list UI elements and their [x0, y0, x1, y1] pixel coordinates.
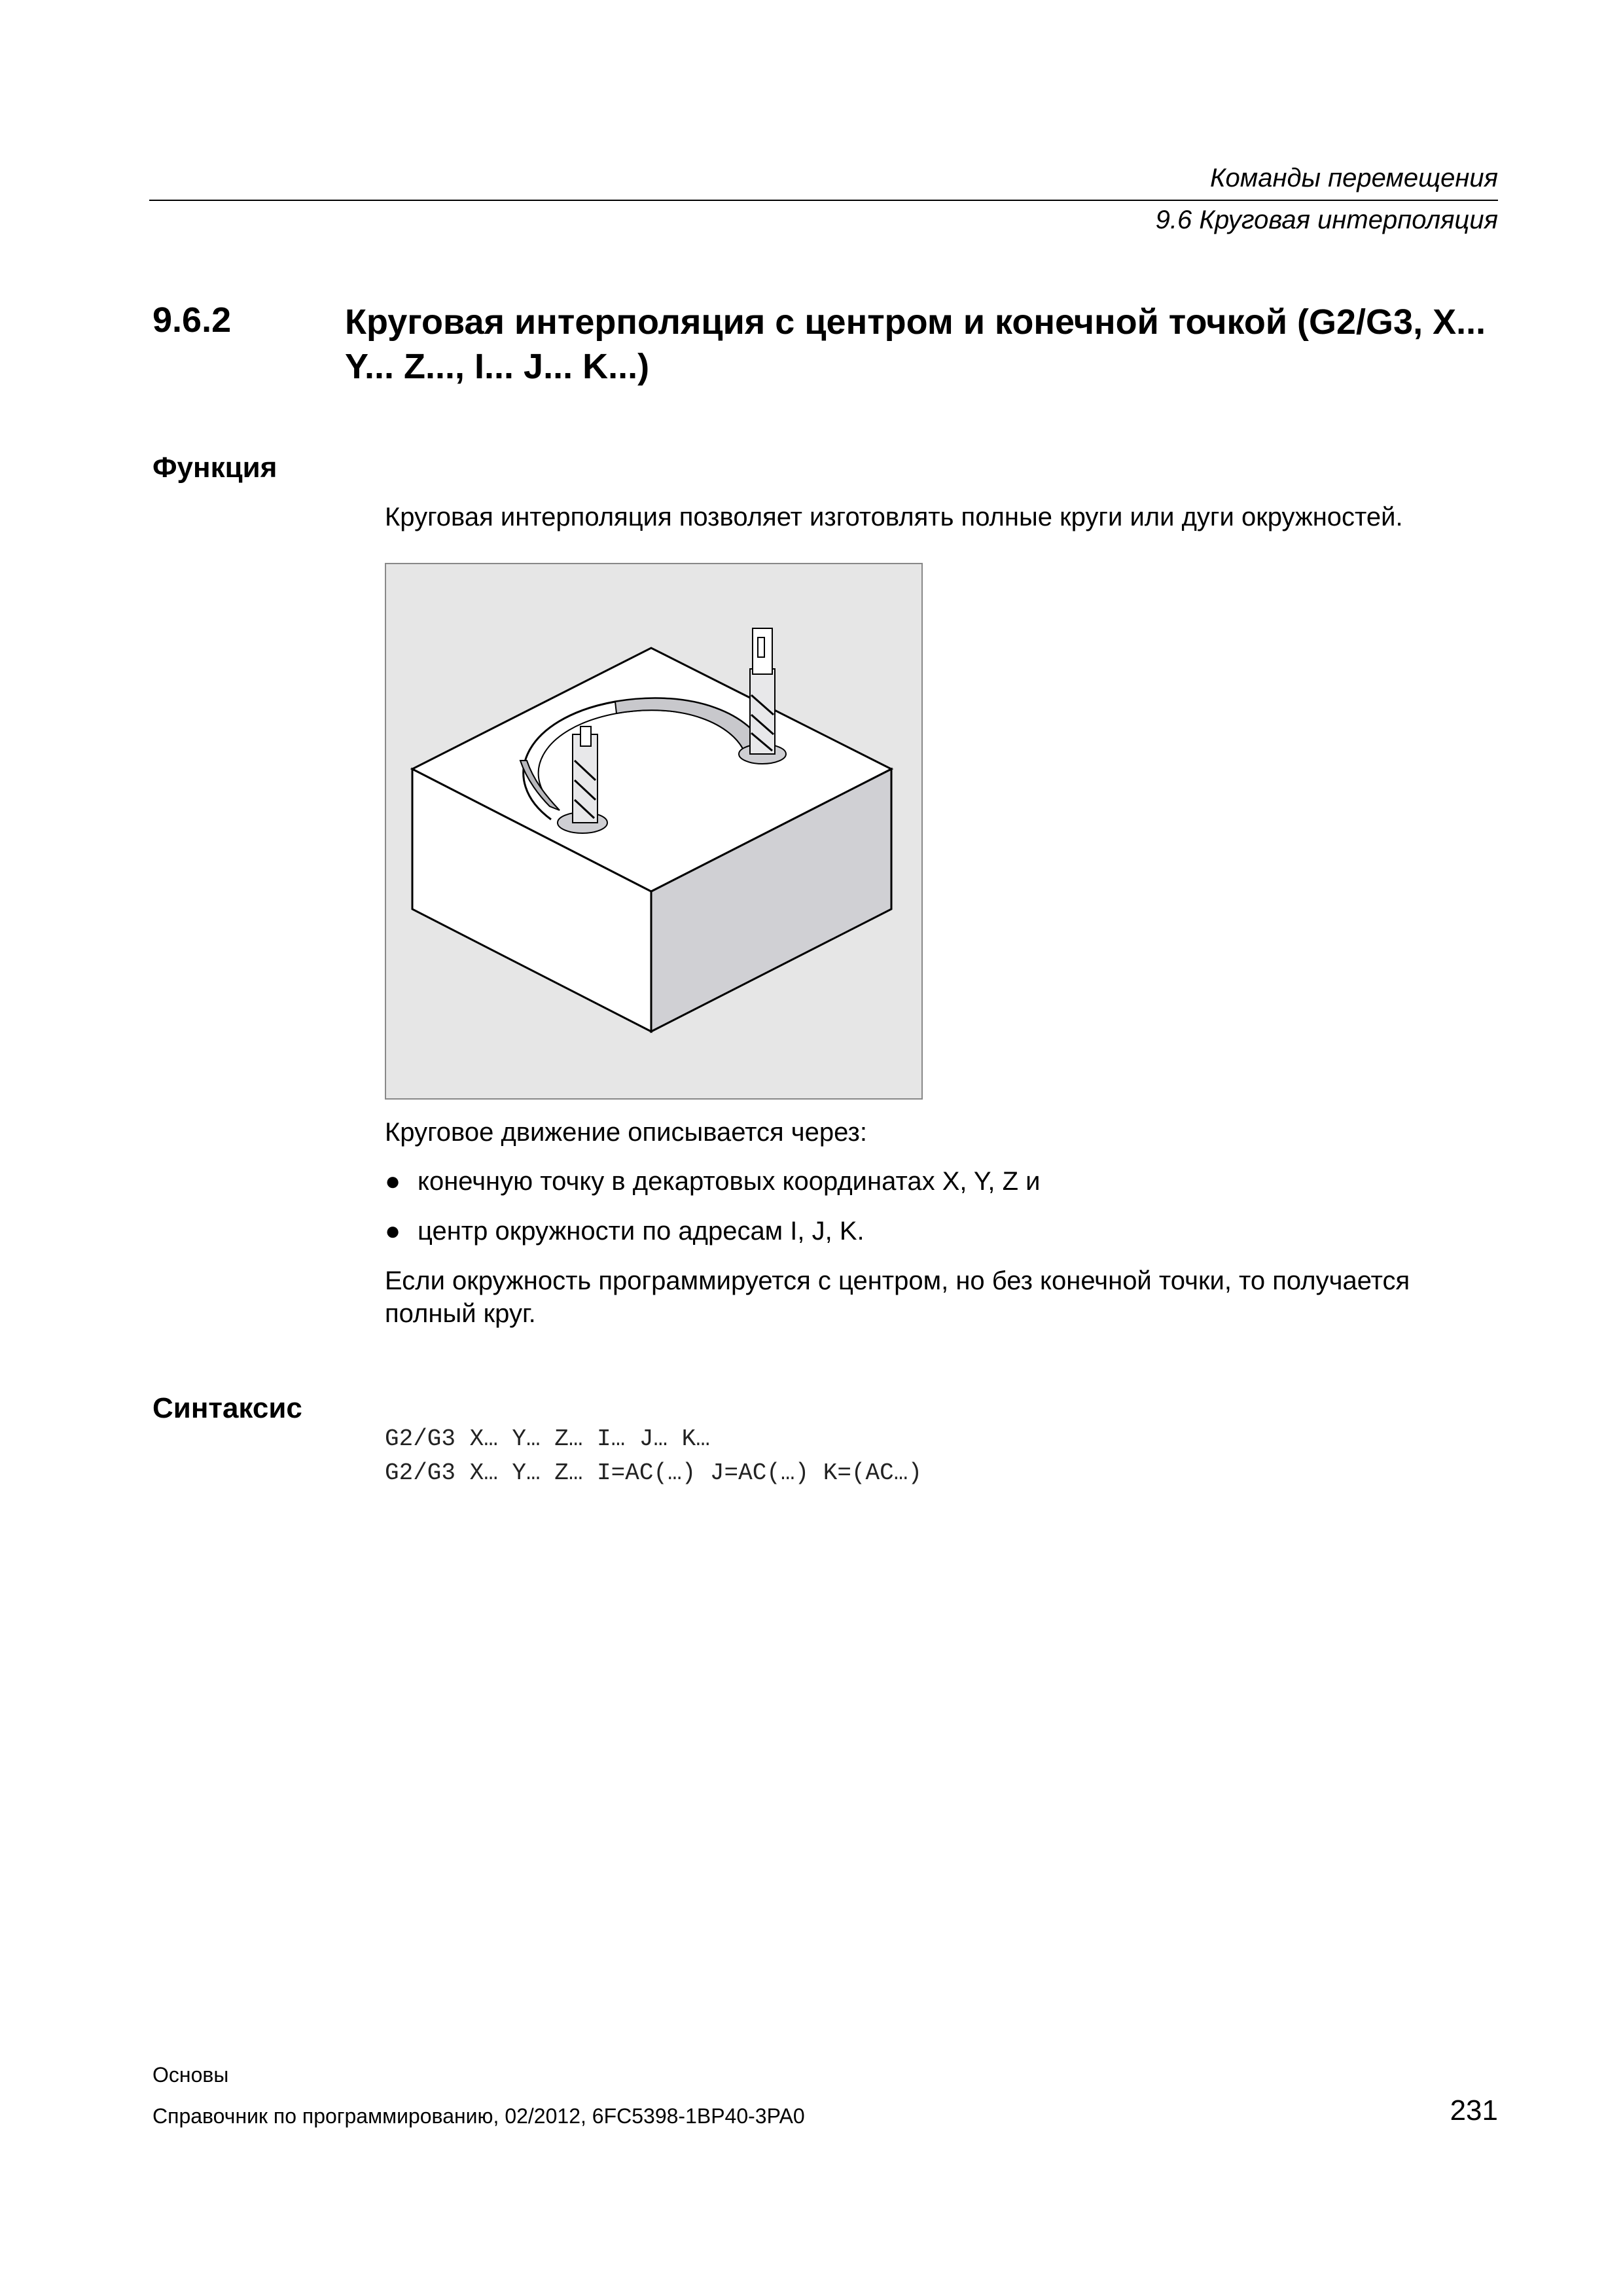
- block-illustration: [386, 564, 921, 1098]
- list-item: [385, 1215, 865, 1247]
- footer-line-1: Основы: [152, 2063, 229, 2087]
- page-number: 231: [1450, 2094, 1498, 2126]
- function-intro: Круговая интерполяция позволяет изготовлять полные круги или дуги окружностей.: [385, 503, 1403, 531]
- footer-line-2: Справочник по программированию, 02/2012, 6FC5398-1BP40-3PA0: [152, 2104, 805, 2128]
- syntax-heading: Синтаксис: [152, 1392, 302, 1424]
- bullet-icon: ●: [385, 1167, 401, 1196]
- milling-figure: [385, 563, 923, 1100]
- syntax-line-1: G2/G3 X… Y… Z… I… J… K…: [385, 1426, 710, 1452]
- section-title: Круговая интерполяция с центром и конечной точкой (G2/G3, X... Y... Z..., I... J... K...): [345, 302, 1486, 386]
- full-circle-note: Если окружность программируется с центром, но без конечной точки, то получается полный круг.: [385, 1266, 1410, 1328]
- function-heading: Функция: [152, 452, 277, 484]
- header-rule: [149, 200, 1498, 201]
- running-header-chapter: Команды перемещения: [1209, 164, 1498, 192]
- section-number: 9.6.2: [152, 300, 232, 340]
- list-item: [385, 1165, 1041, 1198]
- bullet-icon: ●: [385, 1217, 401, 1246]
- movement-intro: Круговое движение описывается через:: [385, 1118, 867, 1147]
- syntax-line-2: G2/G3 X… Y… Z… I=AC(…) J=AC(…) K=(AC…): [385, 1460, 922, 1486]
- bullet-text: центр окружности по адресам I, J, K.: [418, 1217, 865, 1246]
- running-header-section: 9.6 Круговая интерполяция: [1155, 206, 1498, 234]
- bullet-text: конечную точку в декартовых координатах X, Y, Z и: [418, 1167, 1041, 1196]
